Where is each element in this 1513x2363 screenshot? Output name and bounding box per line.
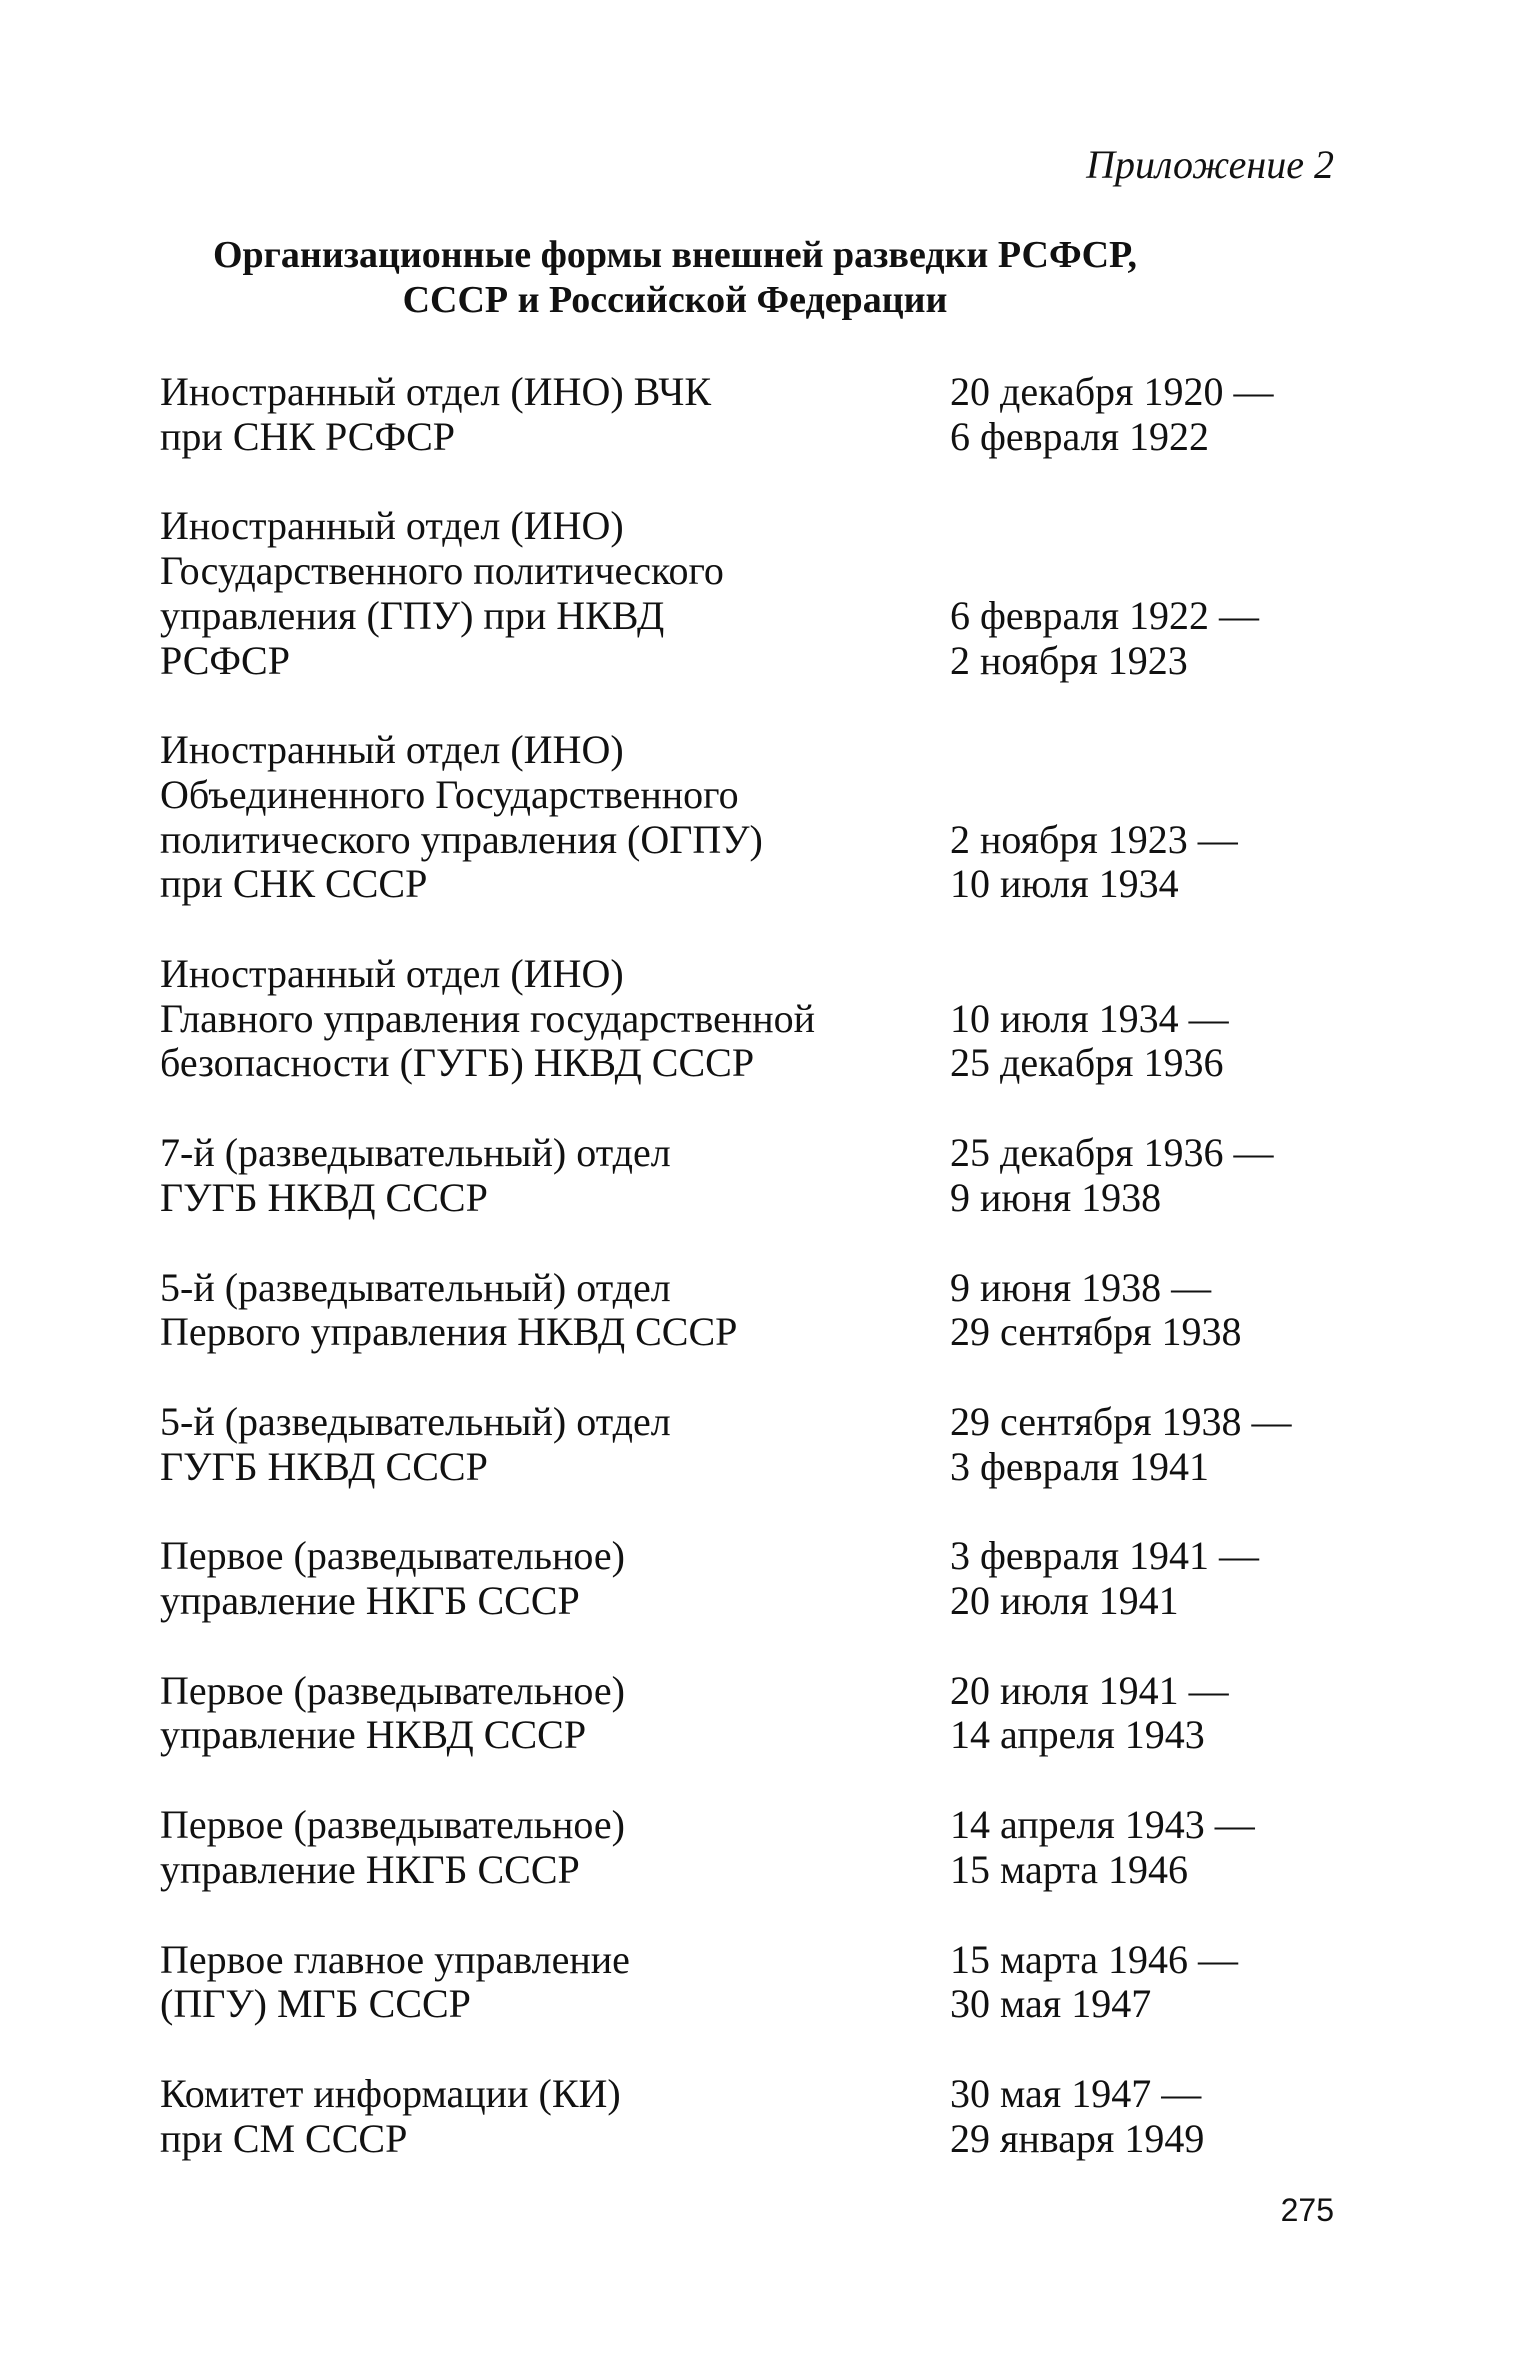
date-range bbox=[950, 1266, 1242, 1355]
agency-name-line: политического управления (ОГПУ) bbox=[160, 816, 763, 862]
agency-name-line: Первое главное управление bbox=[160, 1936, 630, 1982]
agency-name bbox=[160, 370, 950, 459]
agency-name-line: 5-й (разведывательный) отдел bbox=[160, 1398, 671, 1444]
agency-name-line: Иностранный отдел (ИНО) bbox=[160, 951, 624, 997]
date-start: 25 декабря 1936 — bbox=[950, 1130, 1274, 1176]
agency-name-line: Иностранный отдел (ИНО) bbox=[160, 503, 624, 549]
agency-name bbox=[160, 1400, 950, 1489]
date-end: 29 января 1949 bbox=[950, 2115, 1205, 2161]
agency-name bbox=[160, 1534, 950, 1623]
date-end: 3 февраля 1941 bbox=[950, 1443, 1210, 1489]
date-range bbox=[950, 1803, 1255, 1892]
agency-name bbox=[160, 1803, 950, 1892]
date-range bbox=[950, 370, 1273, 459]
agency-name bbox=[160, 2072, 950, 2161]
date-start: 6 февраля 1922 — bbox=[950, 592, 1260, 638]
list-item bbox=[160, 1669, 1360, 1758]
date-end: 9 июня 1938 bbox=[950, 1174, 1162, 1220]
date-start: 3 февраля 1941 — bbox=[950, 1533, 1260, 1579]
date-end: 14 апреля 1943 bbox=[950, 1712, 1205, 1758]
list-item bbox=[160, 952, 1360, 1086]
date-range bbox=[950, 1534, 1259, 1623]
date-start: 9 июня 1938 — bbox=[950, 1264, 1212, 1310]
title-line-2: СССР и Российской Федерации bbox=[402, 279, 948, 321]
list-item bbox=[160, 370, 1360, 459]
date-end: 15 марта 1946 bbox=[950, 1846, 1188, 1892]
title-line-1: Организационные формы внешней разведки РСФСР, bbox=[212, 234, 1137, 276]
date-start: 2 ноября 1923 — bbox=[950, 816, 1238, 862]
date-end: 29 сентября 1938 bbox=[950, 1309, 1242, 1355]
page-number: 275 bbox=[1280, 2192, 1334, 2228]
appendix-label: Приложение 2 bbox=[1086, 142, 1334, 187]
date-start: 30 мая 1947 — bbox=[950, 2070, 1202, 2116]
date-range bbox=[950, 818, 1238, 907]
agency-name-line: при СМ СССР bbox=[160, 2115, 408, 2161]
list-item bbox=[160, 1400, 1360, 1489]
entries-list bbox=[160, 370, 1360, 2206]
date-range bbox=[950, 1400, 1292, 1489]
agency-name-line: при СНК СССР bbox=[160, 861, 428, 907]
agency-name-line: Комитет информации (КИ) bbox=[160, 2070, 621, 2116]
agency-name-line: 7-й (разведывательный) отдел bbox=[160, 1130, 671, 1176]
agency-name-line: безопасности (ГУГБ) НКВД СССР bbox=[160, 1040, 755, 1086]
date-end: 30 мая 1947 bbox=[950, 1981, 1152, 2027]
date-start: 15 марта 1946 — bbox=[950, 1936, 1238, 1982]
date-range bbox=[950, 1669, 1229, 1758]
date-end: 6 февраля 1922 bbox=[950, 413, 1210, 459]
list-item bbox=[160, 728, 1360, 907]
agency-name bbox=[160, 1938, 950, 2027]
date-start: 29 сентября 1938 — bbox=[950, 1398, 1292, 1444]
agency-name-line: ГУГБ НКВД СССР bbox=[160, 1174, 488, 1220]
list-item bbox=[160, 504, 1360, 683]
date-end: 2 ноября 1923 bbox=[950, 637, 1188, 683]
agency-name-line: ГУГБ НКВД СССР bbox=[160, 1443, 488, 1489]
list-item bbox=[160, 1131, 1360, 1220]
date-range bbox=[950, 2072, 1204, 2161]
date-end: 10 июля 1934 bbox=[950, 861, 1179, 907]
agency-name-line: Первое (разведывательное) bbox=[160, 1667, 625, 1713]
date-range bbox=[950, 594, 1259, 683]
agency-name bbox=[160, 1131, 950, 1220]
agency-name-line: Главного управления государственной bbox=[160, 995, 816, 1041]
agency-name-line: Иностранный отдел (ИНО) bbox=[160, 727, 624, 773]
agency-name-line: при СНК РСФСР bbox=[160, 413, 455, 459]
date-start: 20 июля 1941 — bbox=[950, 1667, 1229, 1713]
agency-name bbox=[160, 1669, 950, 1758]
agency-name-line: 5-й (разведывательный) отдел bbox=[160, 1264, 671, 1310]
date-end: 25 декабря 1936 bbox=[950, 1040, 1224, 1086]
date-start: 14 апреля 1943 — bbox=[950, 1802, 1255, 1848]
agency-name bbox=[160, 1266, 950, 1355]
list-item bbox=[160, 1803, 1360, 1892]
agency-name-line: управление НКГБ СССР bbox=[160, 1846, 580, 1892]
agency-name-line: (ПГУ) МГБ СССР bbox=[160, 1981, 471, 2027]
agency-name-line: Иностранный отдел (ИНО) ВЧК bbox=[160, 369, 712, 414]
date-start: 10 июля 1934 — bbox=[950, 995, 1229, 1041]
date-range bbox=[950, 1938, 1238, 2027]
agency-name-line: Первое (разведывательное) bbox=[160, 1802, 625, 1848]
date-range bbox=[950, 997, 1229, 1086]
agency-name-line: Государственного политического bbox=[160, 548, 724, 594]
agency-name bbox=[160, 728, 950, 907]
agency-name bbox=[160, 952, 950, 1086]
list-item bbox=[160, 2072, 1360, 2161]
agency-name bbox=[160, 504, 950, 683]
date-end: 20 июля 1941 bbox=[950, 1578, 1179, 1624]
agency-name-line: РСФСР bbox=[160, 637, 290, 683]
list-item bbox=[160, 1266, 1360, 1355]
list-item bbox=[160, 1938, 1360, 2027]
agency-name-line: управления (ГПУ) при НКВД bbox=[160, 592, 665, 638]
agency-name-line: Первое (разведывательное) bbox=[160, 1533, 625, 1579]
date-range bbox=[950, 1131, 1273, 1220]
date-start: 20 декабря 1920 — bbox=[950, 369, 1274, 414]
agency-name-line: управление НКГБ СССР bbox=[160, 1578, 580, 1624]
page-title bbox=[150, 233, 1200, 323]
agency-name-line: управление НКВД СССР bbox=[160, 1712, 587, 1758]
agency-name-line: Первого управления НКВД СССР bbox=[160, 1309, 738, 1355]
agency-name-line: Объединенного Государственного bbox=[160, 771, 739, 817]
list-item bbox=[160, 1534, 1360, 1623]
